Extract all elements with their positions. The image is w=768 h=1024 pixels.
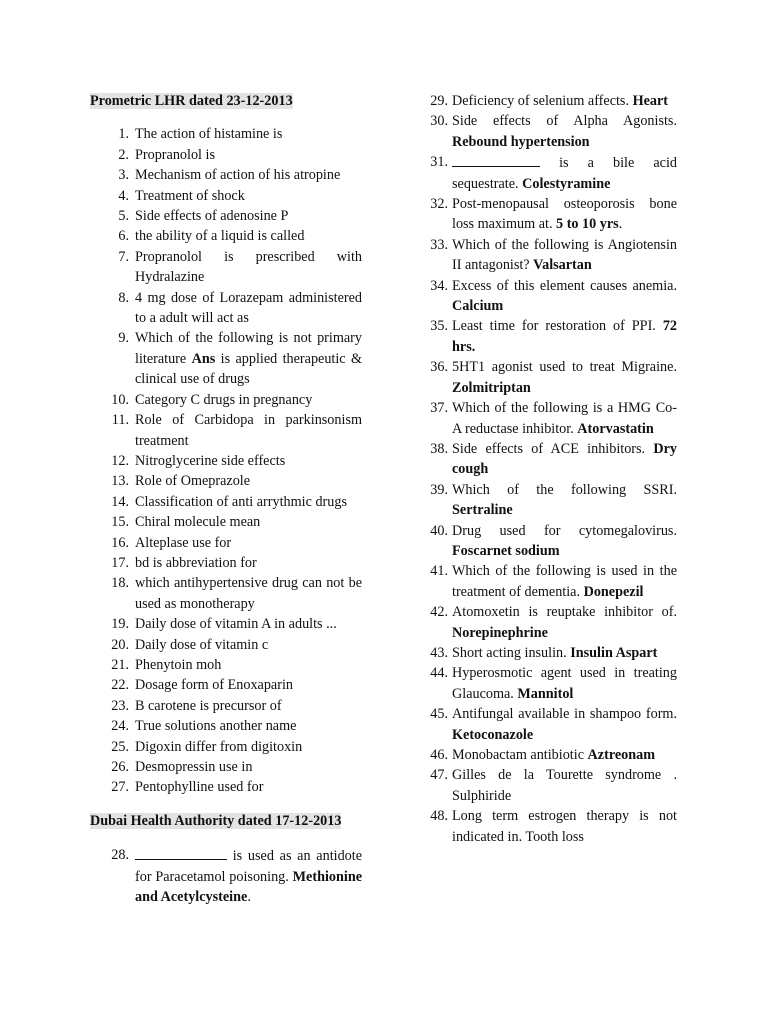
list-item — [90, 845, 362, 907]
item-number: 8. — [118, 289, 129, 306]
question-text: Least time for restoration of PPI. — [452, 318, 656, 335]
item-number: 45. — [430, 706, 448, 723]
item-number: 22. — [111, 677, 129, 694]
question-text: Gilles de la Tourette syndrome . Sulphiride — [452, 767, 677, 804]
item-number: 7. — [118, 248, 129, 265]
answer-blank — [452, 152, 540, 167]
list-item — [90, 737, 362, 757]
item-number: 36. — [430, 359, 448, 376]
answer-text: Calcium — [452, 298, 504, 315]
list-item — [90, 553, 362, 573]
list-item — [90, 492, 362, 512]
list-item — [90, 777, 362, 797]
question-text: Which of the following is Angiotensin II antagonist? — [452, 236, 677, 274]
list-item — [90, 247, 362, 288]
answer-text: Mannitol — [517, 685, 574, 702]
section-heading-prometric — [90, 91, 362, 111]
question-text: Propranolol is — [135, 146, 215, 163]
item-number: 5. — [118, 208, 129, 225]
question-text: Long term estrogen therapy is not indicated in. Tooth loss — [452, 808, 677, 845]
item-number: 35. — [430, 318, 448, 335]
question-text: Chiral molecule mean — [135, 514, 261, 531]
question-text: Antifungal available in shampoo form. — [452, 706, 677, 723]
question-text: Mechanism of action of his atropine — [135, 167, 341, 184]
right-column — [424, 0, 677, 847]
item-number: 21. — [111, 656, 129, 673]
question-text: Drug used for cytomegalovirus. — [452, 522, 677, 539]
list-item — [90, 145, 362, 165]
item-number: 46. — [430, 747, 448, 763]
list-item — [424, 398, 677, 439]
heading-text: Prometric LHR dated 23-12-2013 — [90, 93, 293, 109]
question-text: which antihypertensive drug can not be used as monotherapy — [135, 575, 362, 612]
question-text: Phenytoin moh — [135, 656, 222, 673]
question-text: Dosage form of Enoxaparin — [135, 677, 293, 694]
list-item — [424, 663, 677, 704]
item-number: 11. — [111, 412, 129, 429]
answer-text: Rebound hypertension — [452, 133, 590, 150]
item-number: 18. — [111, 575, 129, 592]
question-text: Which of the following SSRI. — [452, 481, 677, 498]
item-number: 20. — [111, 636, 129, 653]
list-item — [424, 704, 677, 745]
list-item — [424, 765, 677, 806]
question-list-prometric — [90, 124, 362, 797]
question-text: Role of Carbidopa in parkinsonism treatment — [135, 412, 362, 449]
answer-text: Heart — [632, 93, 669, 109]
question-text: Post-menopausal osteoporosis bone loss maximum at. — [452, 196, 677, 233]
question-text: Pentophylline used for — [135, 779, 264, 796]
list-item — [90, 757, 362, 777]
item-number: 19. — [111, 616, 129, 633]
question-text: Deficiency of selenium affects. — [452, 93, 630, 109]
list-item — [90, 165, 362, 185]
question-text: Role of Omeprazole — [135, 473, 251, 490]
answer-text: Ketoconazole — [452, 726, 534, 743]
item-number: 17. — [111, 554, 129, 571]
question-text: Side effects of adenosine P — [135, 208, 289, 225]
list-item — [90, 655, 362, 675]
question-text: 5HT1 agonist used to treat Migraine. — [452, 359, 677, 376]
answer-text: Valsartan — [533, 257, 592, 274]
item-number: 31. — [430, 154, 448, 171]
item-number: 28. — [111, 847, 129, 864]
item-number: 25. — [111, 738, 129, 755]
question-text: Atomoxetin is reuptake inhibitor of. — [452, 604, 677, 621]
list-item — [90, 328, 362, 389]
list-item — [90, 614, 362, 634]
item-number: 48. — [430, 808, 448, 825]
list-item — [90, 288, 362, 329]
list-item — [424, 521, 677, 562]
item-number: 39. — [430, 481, 448, 498]
list-item — [90, 533, 362, 553]
question-text: Digoxin differ from digitoxin — [135, 738, 303, 755]
question-text: True solutions another name — [135, 718, 297, 735]
item-number: 43. — [430, 644, 448, 661]
question-text: Which of the following is not primary literature — [135, 330, 362, 367]
answer-text: Zolmitriptan — [452, 379, 531, 396]
question-text: Daily dose of vitamin A in adults ... — [135, 616, 337, 633]
question-text: Monobactam antibiotic — [452, 747, 584, 763]
question-text: Excess of this element causes anemia. — [452, 277, 677, 294]
item-number: 4. — [118, 187, 129, 204]
answer-text: Norepinephrine — [452, 624, 548, 641]
question-text: Which of the following is used in the treatment of dementia. — [452, 563, 677, 600]
item-number: 3. — [118, 167, 129, 184]
item-number: 40. — [430, 522, 448, 539]
list-item — [90, 206, 362, 226]
question-text: Category C drugs in pregnancy — [135, 391, 313, 408]
answer-text: Donepezil — [583, 583, 644, 600]
list-item — [90, 573, 362, 614]
list-item — [90, 124, 362, 144]
item-number: 1. — [118, 126, 129, 143]
item-number: 41. — [430, 563, 448, 580]
question-text: Propranolol is prescribed with Hydralazine — [135, 248, 362, 286]
question-text: is a bile acid sequestrate. — [452, 155, 678, 192]
item-number: 32. — [430, 196, 448, 213]
item-number: 16. — [111, 534, 129, 551]
item-number: 34. — [430, 277, 448, 294]
question-text: is used as an antidote for Paracetamol poisoning. — [135, 848, 363, 885]
question-text: is applied therapeutic & clinical use of drugs — [135, 350, 363, 388]
answer-text: Ans — [191, 350, 216, 367]
answer-text: 5 to 10 yrs — [556, 216, 619, 233]
left-column — [90, 0, 362, 907]
question-text: Short acting insulin. — [452, 644, 567, 661]
question-text: Nitroglycerine side effects — [135, 452, 286, 469]
list-item — [90, 635, 362, 655]
item-number: 42. — [430, 604, 448, 621]
item-number: 15. — [111, 514, 129, 531]
list-item — [424, 111, 677, 152]
list-item — [424, 806, 677, 847]
item-number: 30. — [430, 113, 448, 130]
list-item — [424, 276, 677, 317]
list-item — [424, 602, 677, 643]
list-item — [424, 439, 677, 480]
item-number: 29. — [430, 93, 448, 109]
item-number: 10. — [111, 391, 129, 408]
list-item — [424, 357, 677, 398]
list-item — [424, 152, 677, 194]
item-number: 27. — [111, 779, 129, 796]
item-number: 13. — [111, 473, 129, 490]
answer-text: Atorvastatin — [577, 420, 654, 437]
item-number: 33. — [430, 236, 448, 253]
list-item — [90, 390, 362, 410]
punctuation: . — [247, 889, 251, 906]
list-item — [424, 194, 677, 235]
answer-text: Insulin Aspart — [570, 644, 658, 661]
list-item — [424, 91, 677, 111]
question-list-right — [424, 91, 677, 847]
question-text: 4 mg dose of Lorazepam administered to a adult will act as — [135, 289, 362, 327]
list-item — [90, 226, 362, 246]
question-text: Hyperosmotic agent used in treating Glaucoma. — [452, 665, 677, 702]
list-item — [424, 643, 677, 663]
list-item — [90, 716, 362, 736]
item-number: 37. — [430, 400, 448, 417]
item-number: 23. — [111, 697, 129, 714]
list-item — [424, 235, 677, 276]
question-text: Classification of anti arrythmic drugs — [135, 493, 347, 510]
question-text: the ability of a liquid is called — [135, 228, 305, 245]
question-text: B carotene is precursor of — [135, 697, 282, 714]
question-text: Alteplase use for — [135, 534, 232, 551]
answer-text: Sertraline — [452, 502, 513, 519]
list-item — [424, 480, 677, 521]
item-number: 9. — [118, 330, 129, 347]
item-number: 14. — [111, 493, 129, 510]
answer-text: 72 hrs. — [452, 318, 677, 355]
item-number: 38. — [430, 440, 448, 457]
list-item — [424, 561, 677, 602]
list-item — [90, 696, 362, 716]
question-text: Desmopressin use in — [135, 759, 253, 775]
answer-text: Methionine and Acetylcysteine — [135, 868, 363, 906]
question-text: Which of the following is a HMG Co-A reductase inhibitor. — [452, 400, 677, 437]
answer-blank — [135, 845, 227, 860]
item-number: 6. — [118, 228, 129, 245]
item-number: 2. — [118, 146, 129, 163]
answer-text: Dry cough — [452, 440, 677, 478]
list-item — [90, 186, 362, 206]
section-heading-dha — [90, 811, 362, 831]
question-text: Daily dose of vitamin c — [135, 636, 269, 653]
question-text: Treatment of shock — [135, 187, 245, 204]
question-text: Side effects of Alpha Agonists. — [452, 113, 677, 130]
heading-text: Dubai Health Authority dated 17-12-2013 — [90, 812, 342, 829]
list-item — [90, 451, 362, 471]
answer-text: Colestyramine — [522, 175, 611, 192]
item-number: 26. — [111, 759, 129, 775]
item-number: 47. — [430, 767, 448, 784]
list-item — [90, 471, 362, 491]
item-number: 12. — [111, 452, 129, 469]
item-number: 44. — [430, 665, 448, 682]
answer-text: Foscarnet sodium — [452, 542, 560, 559]
item-number: 24. — [111, 718, 129, 735]
list-item — [90, 410, 362, 451]
question-list-dha — [90, 845, 362, 907]
list-item — [424, 316, 677, 357]
question-text: Side effects of ACE inhibitors. — [452, 440, 646, 457]
punctuation: . — [618, 216, 623, 233]
question-text: The action of histamine is — [135, 126, 283, 143]
question-text: bd is abbreviation for — [135, 554, 257, 571]
list-item — [90, 675, 362, 695]
list-item — [90, 512, 362, 532]
list-item — [424, 745, 677, 765]
answer-text: Aztreonam — [587, 747, 656, 763]
